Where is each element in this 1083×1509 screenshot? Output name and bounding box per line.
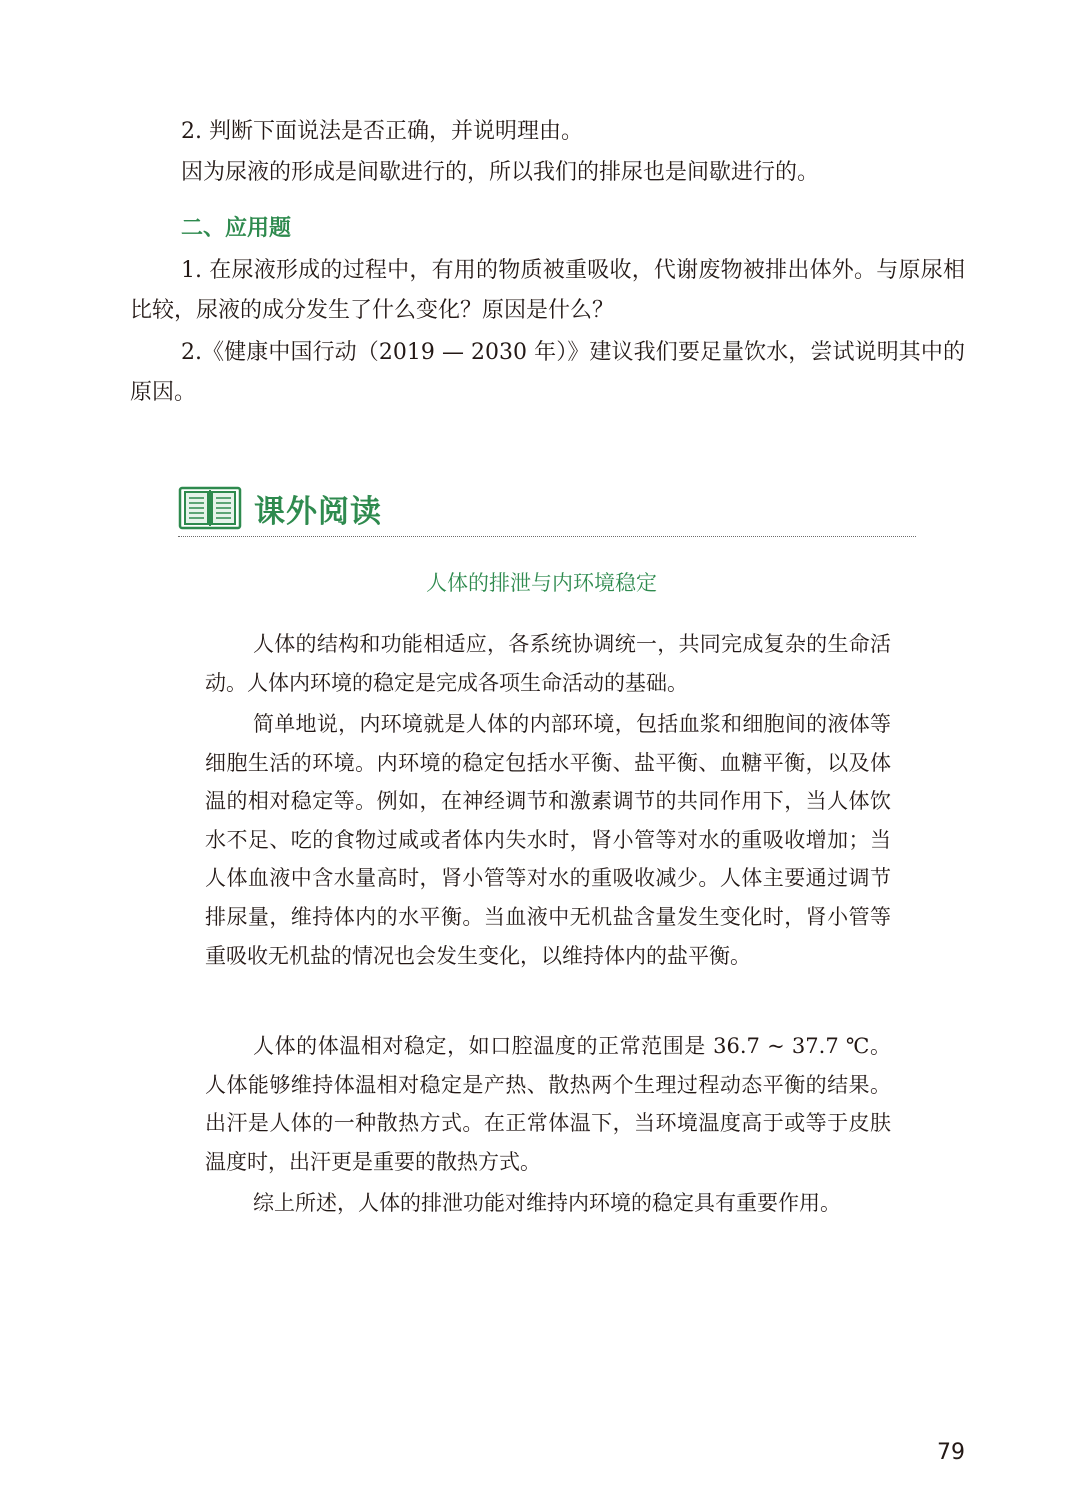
page-number: 79 — [937, 1440, 965, 1465]
application-section-heading: 二、应用题 — [181, 216, 292, 241]
application-question-2: 2.《健康中国行动（2019 — 2030 年）》建议我们要足量饮水，尝试说明其中的原因。 — [130, 340, 965, 405]
reading-section-title: 课外阅读 — [254, 493, 382, 530]
reading-section-header — [178, 484, 382, 532]
open-book-icon — [178, 484, 242, 532]
section-divider — [178, 536, 916, 537]
article-title: 人体的排泄与内环境稳定 — [426, 571, 657, 595]
article-paragraph-4: 综上所述，人体的排泄功能对维持内环境的稳定具有重要作用。 — [253, 1191, 841, 1215]
exercise-q2-statement: 因为尿液的形成是间歇进行的，所以我们的排尿也是间歇进行的。 — [181, 160, 820, 185]
application-question-1: 1. 在尿液形成的过程中，有用的物质被重吸收，代谢废物被排出体外。与原尿相比较，尿液的成分发生了什么变化？原因是什么？ — [130, 258, 965, 323]
article-paragraph-3: 人体的体温相对稳定，如口腔温度的正常范围是 36.7 ~ 37.7 ℃。人体能够维持体温相对稳定是产热、散热两个生理过程动态平衡的结果。出汗是人体的一种散热方式。在正常体温下，当环境温度高于或等于皮肤温度时，出汗更是重要的散热方式。 — [205, 1034, 891, 1174]
article-paragraph-1: 人体的结构和功能相适应，各系统协调统一，共同完成复杂的生命活动。人体内环境的稳定是完成各项生命活动的基础。 — [205, 632, 891, 695]
exercise-q2-title: 2. 判断下面说法是否正确，并说明理由。 — [181, 119, 583, 144]
article-paragraph-2: 简单地说，内环境就是人体的内部环境，包括血浆和细胞间的液体等细胞生活的环境。内环境的稳定包括水平衡、盐平衡、血糖平衡，以及体温的相对稳定等。例如，在神经调节和激素调节的共同作用下，当人体饮水不足、吃的食物过咸或者体内失水时，肾小管等对水的重吸收增加；当人体血液中含水量高时，肾小管等对水的重吸收减少。人体主要通过调节排尿量，维持体内的水平衡。当血液中无机盐含量发生变化时，肾小管等重吸收无机盐的情况也会发生变化，以维持体内的盐平衡。 — [205, 712, 891, 968]
